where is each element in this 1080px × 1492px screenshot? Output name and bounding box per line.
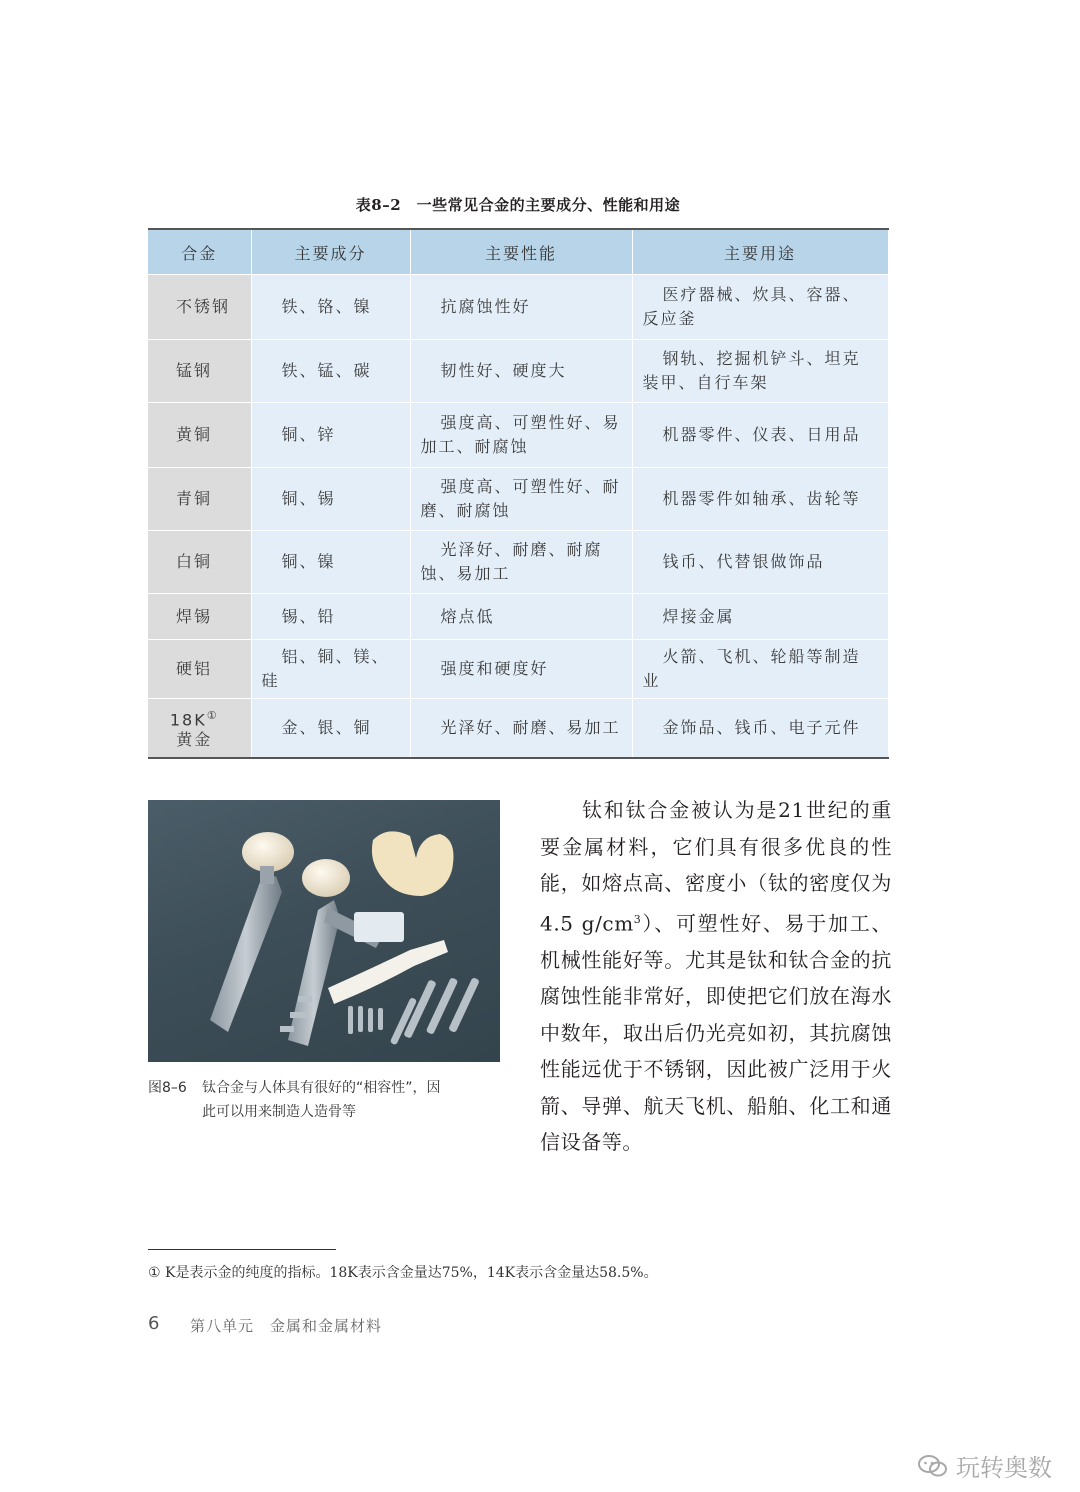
- alloy-properties: 强度高、可塑性好、耐磨、耐腐蚀: [410, 468, 632, 531]
- alloy-name: 青铜: [148, 468, 251, 531]
- footnote: ① K是表示金的纯度的指标。18K表示含金量达75%，14K表示含金量达58.5%。: [148, 1265, 658, 1281]
- footnote-divider: [148, 1249, 336, 1250]
- alloy-uses: 钢轨、挖掘机铲斗、坦克装甲、自行车架: [632, 340, 888, 403]
- figure-caption: [148, 1076, 508, 1124]
- footnote-marker: ①: [206, 708, 219, 722]
- table-row: [148, 403, 888, 468]
- alloy-uses: 焊接金属: [632, 594, 888, 640]
- alloy-name-18k: 18K: [169, 710, 207, 730]
- alloy-composition: 锡、铅: [251, 594, 410, 640]
- page-number: 6: [148, 1313, 160, 1334]
- alloy-name: 不锈钢: [148, 275, 251, 340]
- alloy-composition: 铁、铬、镍: [251, 275, 410, 340]
- table-row: [148, 275, 888, 340]
- alloy-name: [148, 699, 251, 759]
- alloy-composition: 铁、锰、碳: [251, 340, 410, 403]
- alloy-name: 锰钢: [148, 340, 251, 403]
- table-row: [148, 594, 888, 640]
- alloy-uses: 机器零件如轴承、齿轮等: [632, 468, 888, 531]
- body-paragraph: [540, 792, 892, 1161]
- alloy-properties: 光泽好、耐磨、易加工: [410, 699, 632, 759]
- table-title: 表8–2 一些常见合金的主要成分、性能和用途: [355, 196, 681, 214]
- body-text-before: 钛和钛合金被认为是21世纪的重要金属材料，它们具有很多优良的性能，如熔点高、密度小（钛的密度仅为4.5 g/cm: [540, 798, 892, 936]
- table-row: [148, 640, 888, 699]
- alloy-properties: 光泽好、耐磨、耐腐蚀、易加工: [410, 531, 632, 594]
- header-properties: 主要性能: [410, 229, 632, 275]
- table-row: [148, 340, 888, 403]
- caption-line2: 此可以用来制造人造骨等: [202, 1104, 356, 1120]
- alloy-composition: 金、银、铜: [251, 699, 410, 759]
- body-text-after: ）、可塑性好、易于加工、机械性能好等。尤其是钛和钛合金的抗腐蚀性能非常好，即使把它们放在海水中数年，取出后仍光亮如初，其抗腐蚀性能远优于不锈钢，因此被广泛用于火箭、导弹、航天飞机、船舶、化工和通信设备等。: [540, 911, 893, 1155]
- table-header-row: [148, 229, 888, 275]
- alloy-composition: 铜、锡: [251, 468, 410, 531]
- superscript-3: 3: [633, 912, 642, 926]
- header-uses: 主要用途: [632, 229, 888, 275]
- alloy-name: 白铜: [148, 531, 251, 594]
- alloy-composition: 铜、锌: [251, 403, 410, 468]
- alloy-uses: 金饰品、钱币、电子元件: [632, 699, 888, 759]
- alloy-properties: 熔点低: [410, 594, 632, 640]
- table-row: [148, 699, 888, 759]
- alloy-table: [148, 228, 889, 759]
- alloy-name-gold: 黄金: [176, 730, 213, 750]
- watermark: [918, 1448, 1052, 1483]
- alloy-name: 焊锡: [148, 594, 251, 640]
- running-head: 第八单元 金属和金属材料: [190, 1317, 383, 1335]
- alloy-uses: 机器零件、仪表、日用品: [632, 403, 888, 468]
- alloy-properties: 韧性好、硬度大: [410, 340, 632, 403]
- alloy-uses: 火箭、飞机、轮船等制造业: [632, 640, 888, 699]
- implant-illustration: [148, 800, 500, 1062]
- table-row: [148, 468, 888, 531]
- alloy-uses: 钱币、代替银做饰品: [632, 531, 888, 594]
- artificial-bone-photo: [148, 800, 500, 1062]
- alloy-uses: 医疗器械、炊具、容器、反应釜: [632, 275, 888, 340]
- alloy-composition: 铝、铜、镁、硅: [251, 640, 410, 699]
- alloy-composition: 铜、镍: [251, 531, 410, 594]
- wechat-icon: [918, 1454, 948, 1478]
- table-row: [148, 531, 888, 594]
- alloy-properties: 强度高、可塑性好、易加工、耐腐蚀: [410, 403, 632, 468]
- header-composition: 主要成分: [251, 229, 410, 275]
- figure-number: 图8–6: [148, 1080, 187, 1096]
- alloy-properties: 强度和硬度好: [410, 640, 632, 699]
- watermark-text: 玩转奥数: [956, 1454, 1052, 1482]
- alloy-properties: 抗腐蚀性好: [410, 275, 632, 340]
- header-alloy: 合金: [148, 229, 251, 275]
- alloy-name: 硬铝: [148, 640, 251, 699]
- caption-line1: 钛合金与人体具有很好的“相容性”，因: [202, 1080, 441, 1096]
- alloy-name: 黄铜: [148, 403, 251, 468]
